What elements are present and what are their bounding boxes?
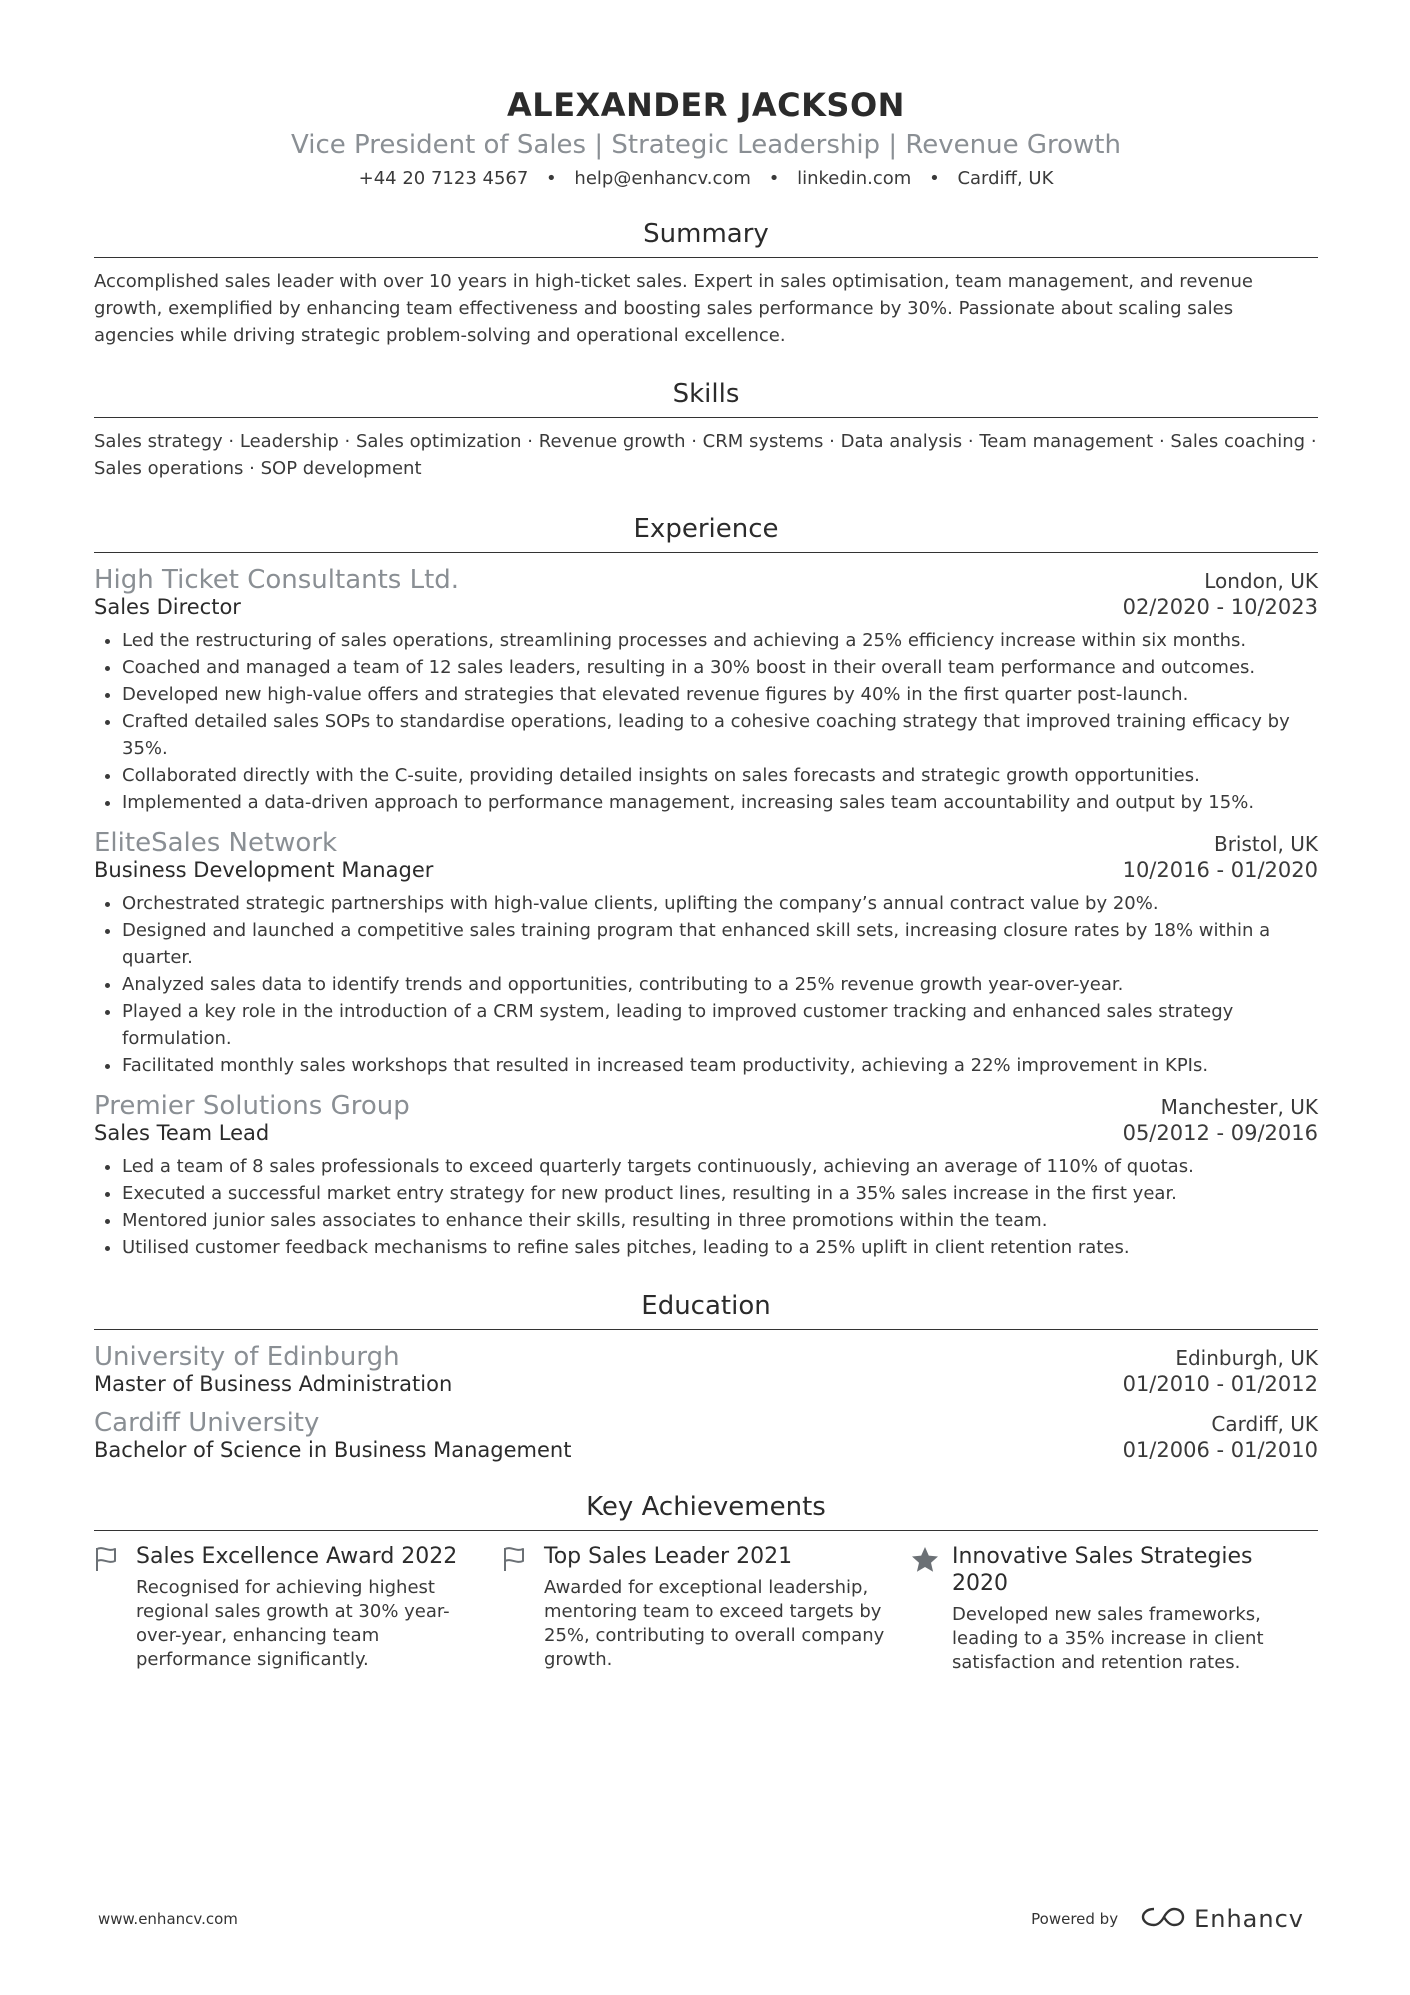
experience-entry xyxy=(94,1091,1318,1261)
candidate-name: ALEXANDER JACKSON xyxy=(507,86,905,124)
bullet-item: • Utilised customer feedback mechanisms to refine sales pitches, leading to a 25% uplift in client retention rates. xyxy=(122,1234,1318,1261)
degree: Bachelor of Science in Business Management xyxy=(94,1438,572,1462)
experience-entry xyxy=(94,565,1318,816)
education-entry xyxy=(94,1342,1318,1396)
company-name: Premier Solutions Group xyxy=(94,1091,410,1121)
contact-separator: • xyxy=(929,168,940,189)
resume-page xyxy=(94,80,1318,1675)
location: Cardiff, UK xyxy=(957,168,1054,189)
achievement-description: Recognised for achieving highest regional sales growth at 30% year-over-year, enhancing team performance significantly. xyxy=(136,1577,450,1670)
enhancv-brand-name: Enhancv xyxy=(1194,1905,1304,1933)
section-title-experience: Experience xyxy=(94,514,1318,553)
job-location: London, UK xyxy=(1204,569,1318,593)
achievement-list xyxy=(94,890,1318,1079)
achievement-description: Developed new sales frameworks, leading to a 35% increase in client satisfaction and retention rates. xyxy=(952,1604,1264,1673)
education-section xyxy=(94,1291,1318,1462)
bullet-item: • Led a team of 8 sales professionals to exceed quarterly targets continuously, achieving an average of 110% of quotas. xyxy=(122,1153,1318,1180)
bullet-item: • Led the restructuring of sales operations, streamlining processes and achieving a 25% efficiency increase within six months. xyxy=(122,627,1318,654)
degree: Master of Business Administration xyxy=(94,1372,453,1396)
job-dates: 05/2012 - 09/2016 xyxy=(1122,1121,1318,1145)
skills-list: Sales strategy · Leadership · Sales optimization · Revenue growth · CRM systems · Data analysis · Team management · Sales coaching · Sales operations · SOP development xyxy=(94,431,1317,479)
bullet-item: • Collaborated directly with the C-suite, providing detailed insights on sales forecasts and strategic growth opportunities. xyxy=(122,762,1318,789)
education-dates: 01/2010 - 01/2012 xyxy=(1122,1372,1318,1396)
job-location: Manchester, UK xyxy=(1160,1095,1318,1119)
job-dates: 10/2016 - 01/2020 xyxy=(1122,858,1318,882)
star-icon xyxy=(910,1543,952,1675)
company-name: High Ticket Consultants Ltd. xyxy=(94,565,460,595)
section-title-achievements: Key Achievements xyxy=(94,1492,1318,1531)
section-title-summary: Summary xyxy=(94,219,1318,258)
job-title: Sales Director xyxy=(94,595,241,619)
achievement-card xyxy=(502,1543,910,1675)
bullet-item: • Executed a successful market entry strategy for new product lines, resulting in a 35% sales increase in the first year. xyxy=(122,1180,1318,1207)
job-title: Sales Team Lead xyxy=(94,1121,270,1145)
phone-number: +44 20 7123 4567 xyxy=(358,168,529,189)
achievements-section xyxy=(94,1492,1318,1675)
bullet-item: • Orchestrated strategic partnerships with high-value clients, uplifting the company’s annual contract value by 20%. xyxy=(122,890,1318,917)
footer-website-link[interactable]: www.enhancv.com xyxy=(98,1910,238,1928)
skills-section xyxy=(94,379,1318,482)
linkedin-link[interactable]: linkedin.com xyxy=(797,168,912,189)
email-link[interactable]: help@enhancv.com xyxy=(574,168,751,189)
achievement-title: Top Sales Leader 2021 xyxy=(544,1544,793,1569)
summary-text: Accomplished sales leader with over 10 years in high-ticket sales. Expert in sales optimisation, team management, and revenue growth, exemplified by enhancing team effectiveness and boosting sales performance by 30%. Passionate about scaling sales agencies while driving strategic problem-solving and operational excellence. xyxy=(94,271,1254,346)
section-title-skills: Skills xyxy=(94,379,1318,418)
bullet-item: • Analyzed sales data to identify trends and opportunities, contributing to a 25% revenue growth year-over-year. xyxy=(122,971,1318,998)
contact-separator: • xyxy=(768,168,780,189)
job-location: Bristol, UK xyxy=(1213,832,1318,856)
education-dates: 01/2006 - 01/2010 xyxy=(1122,1438,1318,1462)
resume-header xyxy=(94,86,1318,189)
contact-separator: • xyxy=(546,168,557,189)
experience-entry xyxy=(94,828,1318,1079)
bullet-item: • Designed and launched a competitive sales training program that enhanced skill sets, increasing closure rates by 18% within a quarter. xyxy=(122,917,1318,971)
bullet-item: • Played a key role in the introduction of a CRM system, leading to improved customer tracking and enhanced sales strategy formulation. xyxy=(122,998,1318,1052)
school-location: Cardiff, UK xyxy=(1211,1412,1318,1436)
bullet-item: • Developed new high-value offers and strategies that elevated revenue figures by 40% in the first quarter post-launch. xyxy=(122,681,1318,708)
section-title-education: Education xyxy=(94,1291,1318,1330)
achievement-title: Innovative Sales Strategies 2020 xyxy=(952,1544,1253,1596)
bullet-item: • Coached and managed a team of 12 sales leaders, resulting in a 30% boost in their overall team performance and outcomes. xyxy=(122,654,1318,681)
bullet-item: • Facilitated monthly sales workshops that resulted in increased team productivity, achieving a 22% improvement in KPIs. xyxy=(122,1052,1318,1079)
achievement-list xyxy=(94,1153,1318,1261)
contact-line xyxy=(94,168,1318,189)
education-entry xyxy=(94,1408,1318,1462)
enhancv-logo-icon xyxy=(1140,1905,1186,1933)
candidate-tagline: Vice President of Sales | Strategic Leadership | Revenue Growth xyxy=(291,130,1121,160)
summary-section xyxy=(94,219,1318,349)
achievement-description: Awarded for exceptional leadership, mentoring team to exceed targets by 25%, contributing to overall company growth. xyxy=(544,1577,885,1670)
powered-by-label: Powered by xyxy=(1031,1910,1119,1928)
company-name: EliteSales Network xyxy=(94,828,338,858)
bullet-item: • Crafted detailed sales SOPs to standardise operations, leading to a cohesive coaching strategy that improved training efficacy by 35%. xyxy=(122,708,1318,762)
job-dates: 02/2020 - 10/2023 xyxy=(1122,595,1318,619)
job-title: Business Development Manager xyxy=(94,858,434,882)
achievements-grid xyxy=(94,1543,1318,1675)
achievement-title: Sales Excellence Award 2022 xyxy=(136,1544,458,1569)
footer-branding xyxy=(1031,1905,1304,1933)
school-location: Edinburgh, UK xyxy=(1175,1346,1318,1370)
achievement-card xyxy=(94,1543,502,1675)
achievement-card xyxy=(910,1543,1318,1675)
school-name: Cardiff University xyxy=(94,1408,320,1438)
school-name: University of Edinburgh xyxy=(94,1342,400,1372)
achievement-list xyxy=(94,627,1318,816)
bullet-item: • Mentored junior sales associates to enhance their skills, resulting in three promotions within the team. xyxy=(122,1207,1318,1234)
page-footer xyxy=(98,1905,1304,1933)
flag-icon xyxy=(502,1543,544,1675)
experience-section xyxy=(94,514,1318,1261)
bullet-item: • Implemented a data-driven approach to performance management, increasing sales team accountability and output by 15%. xyxy=(122,789,1318,816)
flag-icon xyxy=(94,1543,136,1675)
